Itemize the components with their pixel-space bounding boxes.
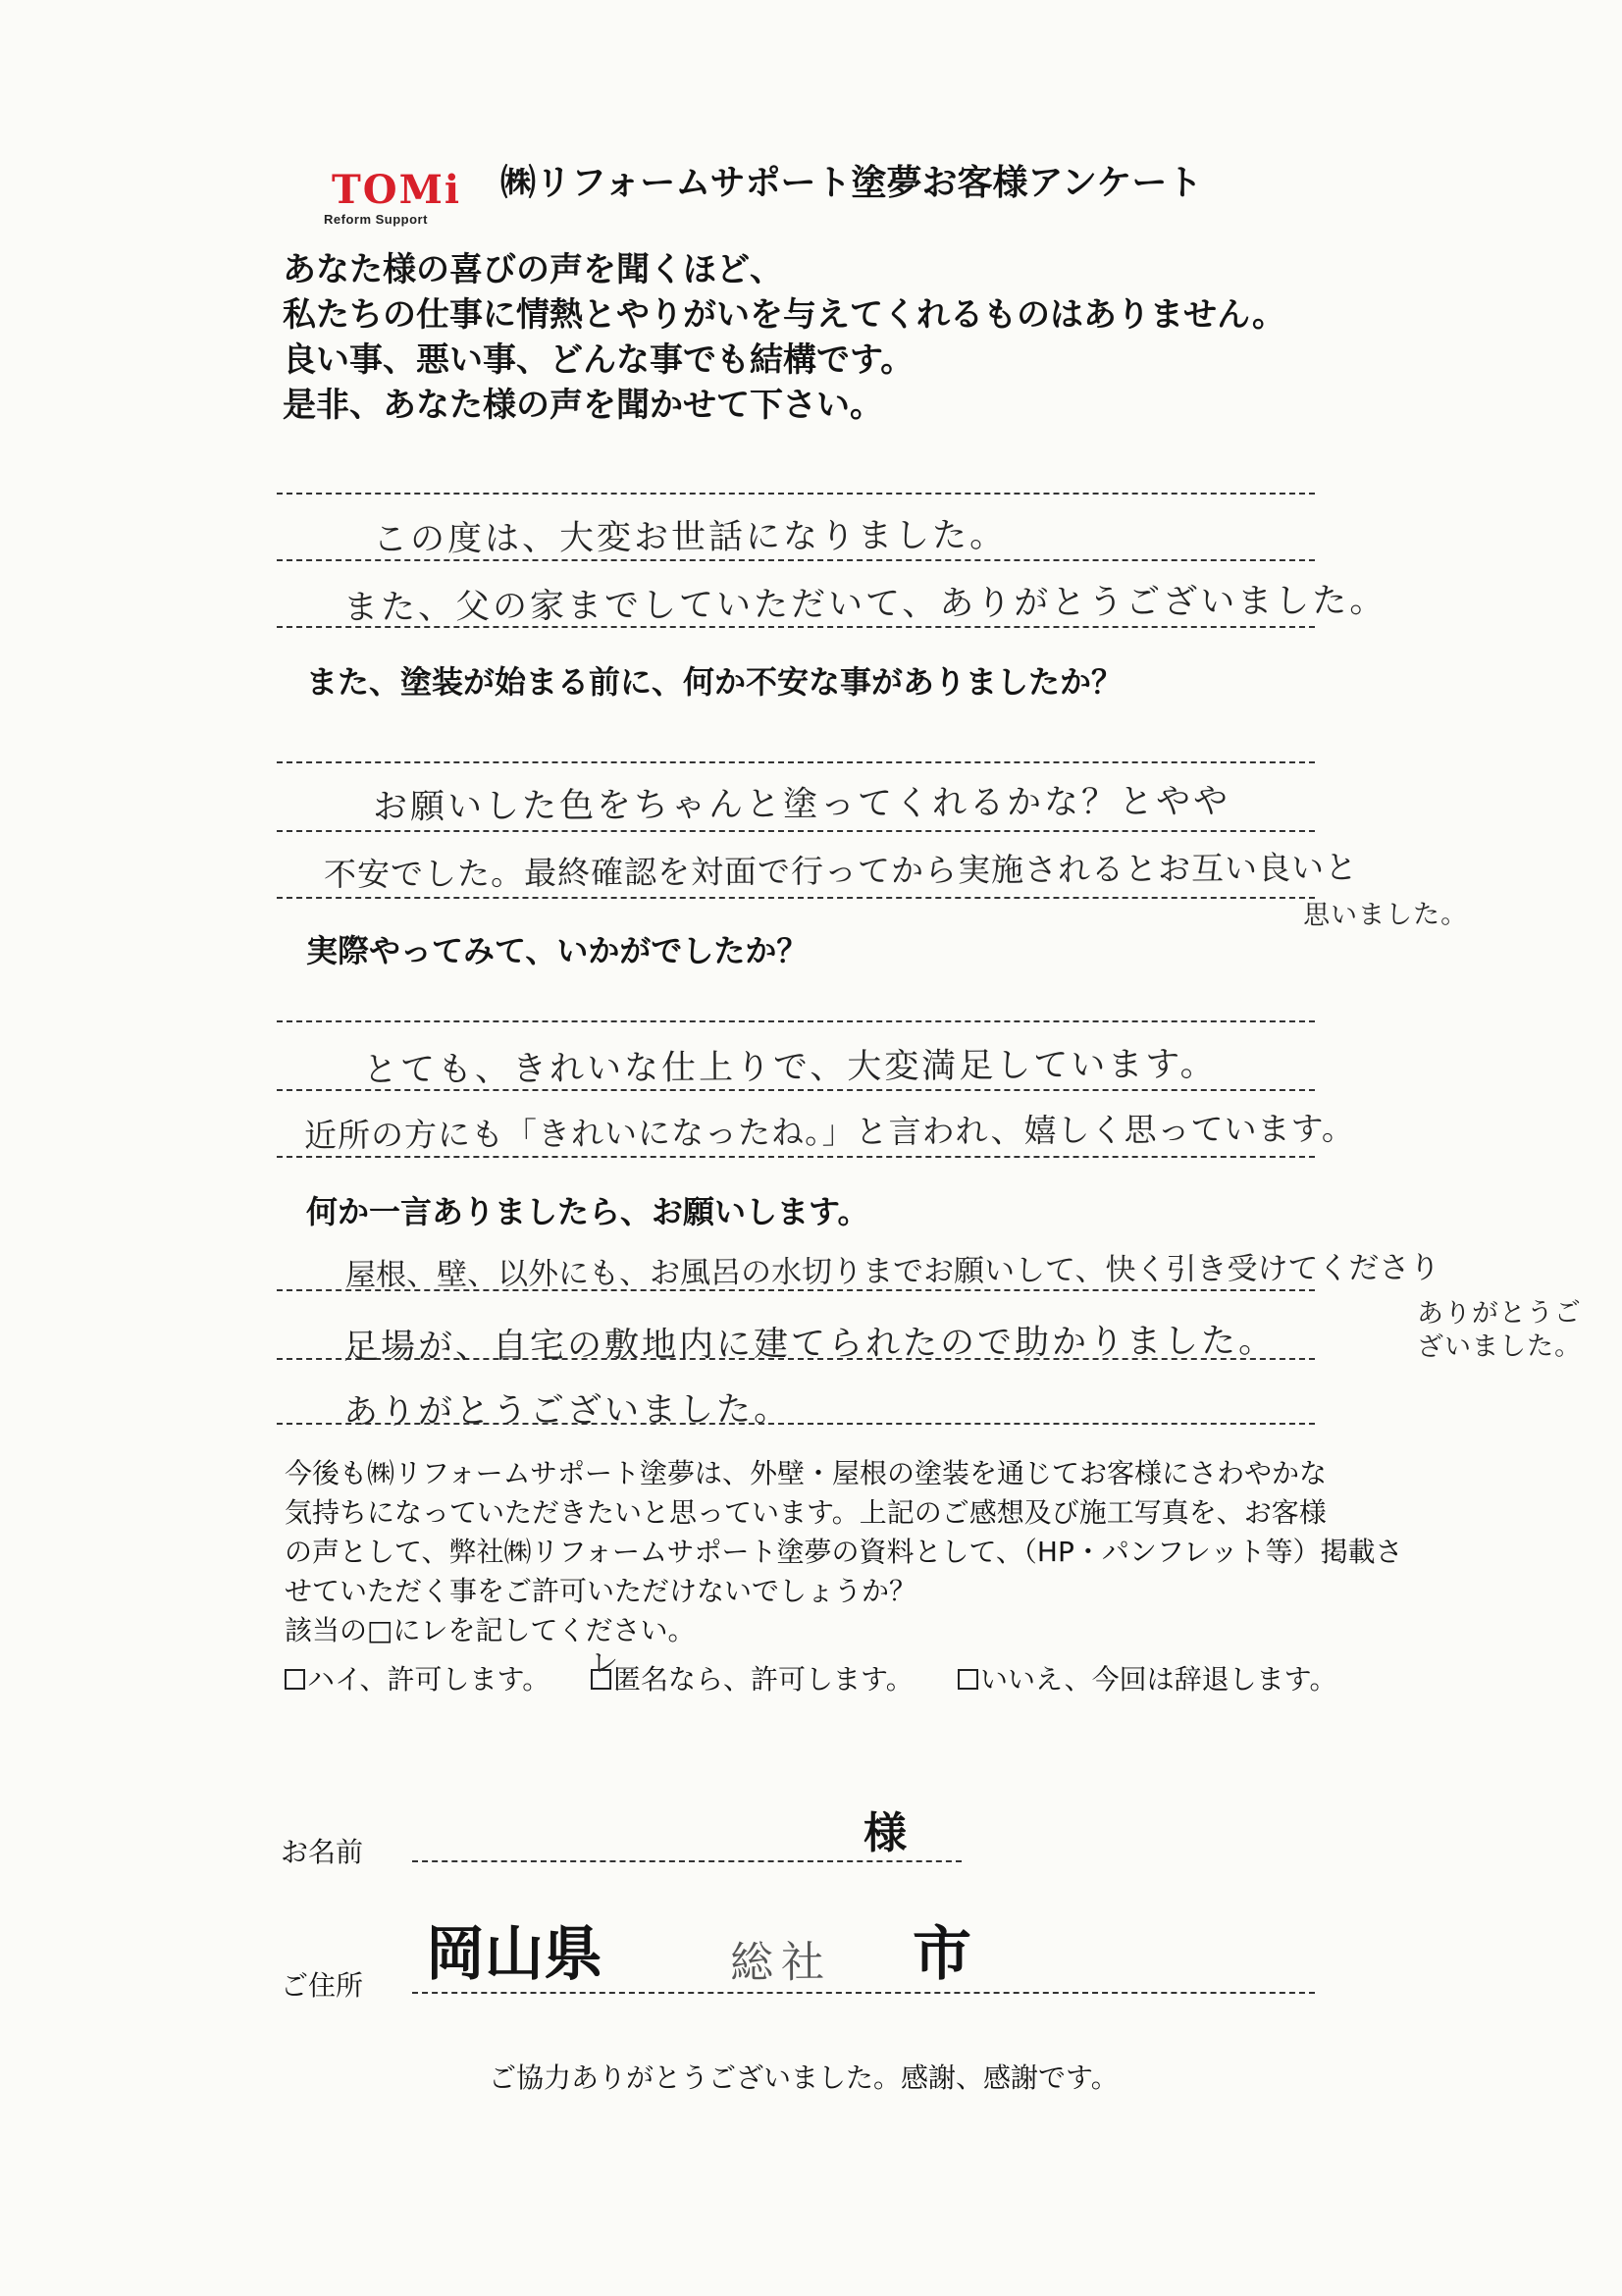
survey-title: ㈱リフォームサポート塗夢お客様アンケート: [500, 163, 1203, 203]
logo-mark: TOMi: [332, 167, 462, 213]
permission-line: せていただく事をご許可いただけないでしょうか？: [285, 1575, 917, 1607]
question-4: 何か一言ありましたら、お願いします。: [306, 1193, 869, 1230]
option-anonymous[interactable]: [590, 1645, 914, 1697]
handwritten-answer-4: ありがとうございました。: [342, 1389, 792, 1433]
handwritten-answer-1: この度は、大変お世話になりました。: [372, 515, 1008, 560]
answer-line: [277, 897, 1315, 899]
handwritten-answer-4: 屋根、壁、以外にも、お風呂の水切りまでお願いして、快く引き受けてくださり: [344, 1250, 1440, 1293]
intro-line: 良い事、悪い事、どんな事でも結構です。: [283, 340, 915, 380]
intro-text: [283, 247, 1285, 428]
answer-line: [277, 830, 1315, 832]
option-anonymous-label: 匿名なら、許可します。: [613, 1663, 914, 1696]
handwritten-answer-2: 思いました。: [1302, 899, 1469, 931]
permission-line: 該当の□にレを記してください。: [285, 1614, 696, 1646]
name-label: お名前: [281, 1836, 364, 1868]
permission-line: 今後も㈱リフォームサポート塗夢は、外壁・屋根の塗装を通じてお客様にさわやかな: [285, 1457, 1328, 1489]
name-suffix: 様: [863, 1808, 907, 1858]
question-2: また、塗装が始まる前に、何か不安な事がありましたか？: [306, 663, 1124, 701]
handwritten-answer-3: とても、きれいな仕上りで、大変満足しています。: [362, 1044, 1218, 1091]
address-prefecture: 岡山県: [426, 1920, 602, 1989]
address-label: ご住所: [281, 1969, 364, 2002]
logo-subtitle: Reform Support: [324, 212, 428, 227]
intro-line: あなた様の喜びの声を聞くほど、: [283, 250, 783, 289]
answer-line: [277, 1020, 1315, 1022]
permission-text: [285, 1454, 1402, 1650]
option-no-label: いいえ、今回は辞退します。: [980, 1663, 1337, 1696]
question-3: 実際やってみて、いかがでしたか？: [306, 932, 809, 969]
option-no[interactable]: [958, 1658, 1336, 1697]
handwritten-answer-1: また、父の家までしていただいて、ありがとうございました。: [342, 581, 1387, 628]
checkbox-anonymous[interactable]: [590, 1645, 619, 1690]
address-line[interactable]: [412, 1992, 1315, 1994]
address-city-handwritten: 総社: [729, 1937, 833, 1989]
name-line[interactable]: [412, 1860, 962, 1862]
checkbox-yes[interactable]: [285, 1669, 305, 1690]
answer-line: [277, 493, 1315, 495]
intro-line: 是非、あなた様の声を聞かせて下さい。: [283, 386, 883, 425]
answer-line: [277, 761, 1315, 763]
handwritten-answer-3: 近所の方にも「きれいになったね。」と言われ、嬉しく思っています。: [303, 1109, 1355, 1155]
handwritten-answer-2: 不安でした。最終確認を対面で行ってから実施されるとお互い良いと: [323, 848, 1359, 894]
answer-line: [277, 1156, 1315, 1158]
handwritten-answer-4-margin: ありがとうございました。: [1416, 1297, 1583, 1363]
handwritten-answer-2: お願いした色をちゃんと塗ってくれるかな？とやや: [372, 781, 1231, 828]
company-logo: [324, 167, 462, 230]
permission-line: 気持ちになっていただきたいと思っています。上記のご感想及び施工写真を、お客様: [285, 1496, 1327, 1529]
option-yes-label: ハイ、許可します。: [307, 1663, 550, 1696]
permission-line: の声として、弊社㈱リフォームサポート塗夢の資料として、（HP・パンフレット等）掲載さ: [285, 1536, 1403, 1568]
check-mark: レ: [590, 1645, 619, 1680]
option-yes[interactable]: [285, 1658, 549, 1697]
checkbox-no[interactable]: [958, 1669, 978, 1690]
handwritten-answer-4: 足場が、自宅の敷地内に建てられたので助かりました。: [342, 1321, 1277, 1368]
address-city-suffix: 市: [913, 1920, 971, 1989]
intro-line: 私たちの仕事に情熱とやりがいを与えてくれるものはありません。: [283, 295, 1286, 335]
thanks-footer: ご協力ありがとうございました。感謝、感謝です。: [489, 2061, 1119, 2094]
